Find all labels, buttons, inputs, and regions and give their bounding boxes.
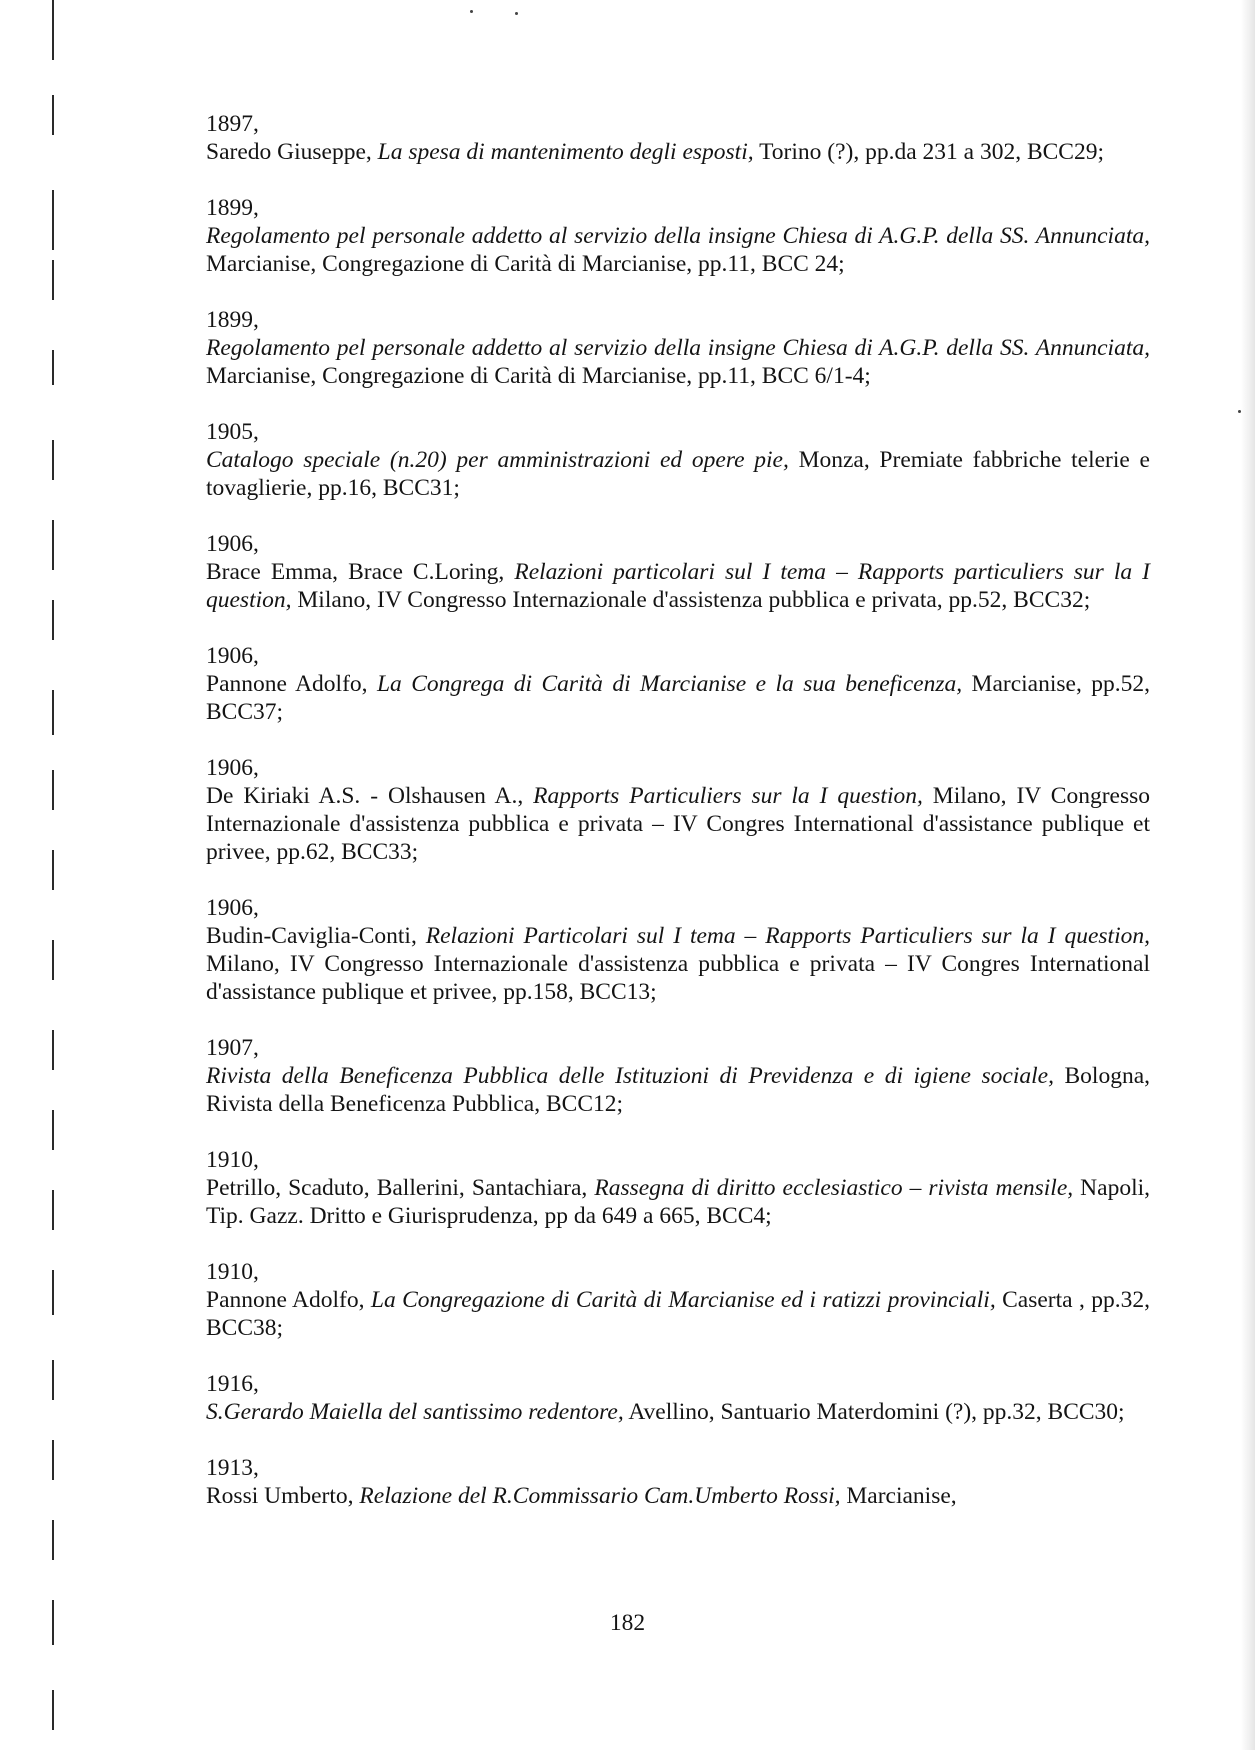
entry-authors: Pannone Adolfo, [206, 671, 377, 697]
binding-margin-marks [52, 0, 58, 1750]
entry-title: Rapports Particuliers sur la I question, [533, 783, 923, 809]
entry-publication: Torino (?), pp.da 231 a 302, BCC29; [753, 139, 1105, 165]
entry-citation [206, 1482, 1150, 1510]
entry-year: 1906, [206, 531, 259, 557]
entry-citation [206, 782, 1150, 866]
entry-citation [206, 222, 1150, 278]
entry-title: Rivista della Beneficenza Pubblica delle Istituzioni di Previdenza e di igiene sociale, [206, 1063, 1054, 1089]
entry-publication: Milano, IV Congresso Internazionale d'assistenza pubblica e privata – IV Congres International d'assistance publique et privee, pp.62, BCC33; [206, 783, 1150, 865]
entry-citation [206, 1398, 1150, 1426]
entry-citation [206, 558, 1150, 614]
entry-title: La Congrega di Carità di Marcianise e la sua beneficenza, [376, 671, 963, 697]
entry-authors: De Kiriaki A.S. - Olshausen A., [206, 783, 534, 809]
entry-publication: Marcianise, [840, 1483, 957, 1509]
entry-publication: Bologna, Rivista della Beneficenza Pubblica, BCC12; [206, 1063, 1151, 1117]
entry-publication: Milano, IV Congresso Internazionale d'assistenza pubblica e privata – IV Congres International d'assistance publique et privee, pp.158, BCC13; [206, 951, 1150, 1005]
entry-citation [206, 1286, 1150, 1342]
entry-year: 1905, [206, 419, 259, 445]
entry-title: Relazioni Particolari sul I tema – Rapports Particuliers sur la I question, [425, 923, 1150, 949]
entry-year: 1913, [206, 1455, 259, 1481]
entry-title: Relazione del R.Commissario Cam.Umberto Rossi, [359, 1483, 841, 1509]
bibliography-entry [206, 110, 1150, 166]
entry-authors: Budin-Caviglia-Conti, [206, 923, 426, 949]
entry-year: 1910, [206, 1259, 259, 1285]
entry-publication: Marcianise, pp.52, BCC37; [206, 671, 1151, 725]
bibliography-entry [206, 1258, 1150, 1342]
entry-year: 1906, [206, 895, 259, 921]
bibliography-entry [206, 642, 1150, 726]
entry-publication: Milano, IV Congresso Internazionale d'assistenza pubblica e privata, pp.52, BCC32; [291, 587, 1091, 613]
entry-citation [206, 1062, 1150, 1118]
entry-authors: Petrillo, Scaduto, Ballerini, Santachiara, [206, 1175, 595, 1201]
entry-title: Catalogo speciale (n.20) per amministrazioni ed opere pie, [206, 447, 789, 473]
bibliography-entry [206, 1034, 1150, 1118]
entry-title: S.Gerardo Maiella del santissimo redentore, [206, 1399, 624, 1425]
entry-title: Rassegna di diritto ecclesiastico – rivista mensile, [594, 1175, 1074, 1201]
bibliography-entry [206, 1146, 1150, 1230]
bibliography-entry [206, 194, 1150, 278]
entry-authors: Rossi Umberto, [206, 1483, 360, 1509]
entry-year: 1910, [206, 1147, 259, 1173]
bibliography-list [206, 110, 1150, 1538]
bibliography-entry [206, 306, 1150, 390]
entry-authors: Brace Emma, Brace C.Loring, [206, 559, 515, 585]
page-number: 182 [609, 1610, 646, 1636]
entry-year: 1897, [206, 111, 259, 137]
entry-title: La spesa di mantenimento degli esposti, [377, 139, 754, 165]
entry-year: 1906, [206, 755, 259, 781]
bibliography-entry [206, 1454, 1150, 1510]
entry-publication: Marcianise, Congregazione di Carità di Marcianise, pp.11, BCC 6/1-4; [206, 363, 871, 389]
entry-year: 1907, [206, 1035, 259, 1061]
entry-publication: Caserta , pp.32, BCC38; [206, 1287, 1150, 1341]
bibliography-entry [206, 754, 1150, 866]
entry-citation [206, 670, 1150, 726]
bibliography-entry [206, 530, 1150, 614]
entry-year: 1899, [206, 307, 259, 333]
entry-year: 1899, [206, 195, 259, 221]
entry-citation [206, 138, 1150, 166]
entry-title: Regolamento pel personale addetto al servizio della insigne Chiesa di A.G.P. della SS. Annunciata, [206, 223, 1150, 249]
entry-publication: Monza, Premiate fabbriche telerie e tovaglierie, pp.16, BCC31; [206, 447, 1150, 501]
entry-publication: Avellino, Santuario Materdomini (?), pp.32, BCC30; [623, 1399, 1125, 1425]
entry-citation [206, 1174, 1150, 1230]
entry-citation [206, 446, 1150, 502]
entry-title: La Congregazione di Carità di Marcianise ed i ratizzi provinciali, [370, 1287, 996, 1313]
entry-authors: Pannone Adolfo, [206, 1287, 371, 1313]
entry-title: Regolamento pel personale addetto al servizio della insigne Chiesa di A.G.P. della SS. Annunciata, [206, 335, 1150, 361]
entry-publication: Marcianise, Congregazione di Carità di Marcianise, pp.11, BCC 24; [206, 251, 845, 277]
entry-title: Relazioni particolari sul I tema – Rapports particuliers sur la I question, [206, 559, 1150, 613]
scan-edge-shadow [1241, 0, 1255, 1750]
entry-year: 1916, [206, 1371, 259, 1397]
entry-year: 1906, [206, 643, 259, 669]
entry-citation [206, 922, 1150, 1006]
entry-publication: Napoli, Tip. Gazz. Dritto e Giurisprudenza, pp da 649 a 665, BCC4; [206, 1175, 1150, 1229]
entry-authors: Saredo Giuseppe, [206, 139, 378, 165]
bibliography-entry [206, 894, 1150, 1006]
bibliography-entry [206, 418, 1150, 502]
bibliography-entry [206, 1370, 1150, 1426]
entry-citation [206, 334, 1150, 390]
